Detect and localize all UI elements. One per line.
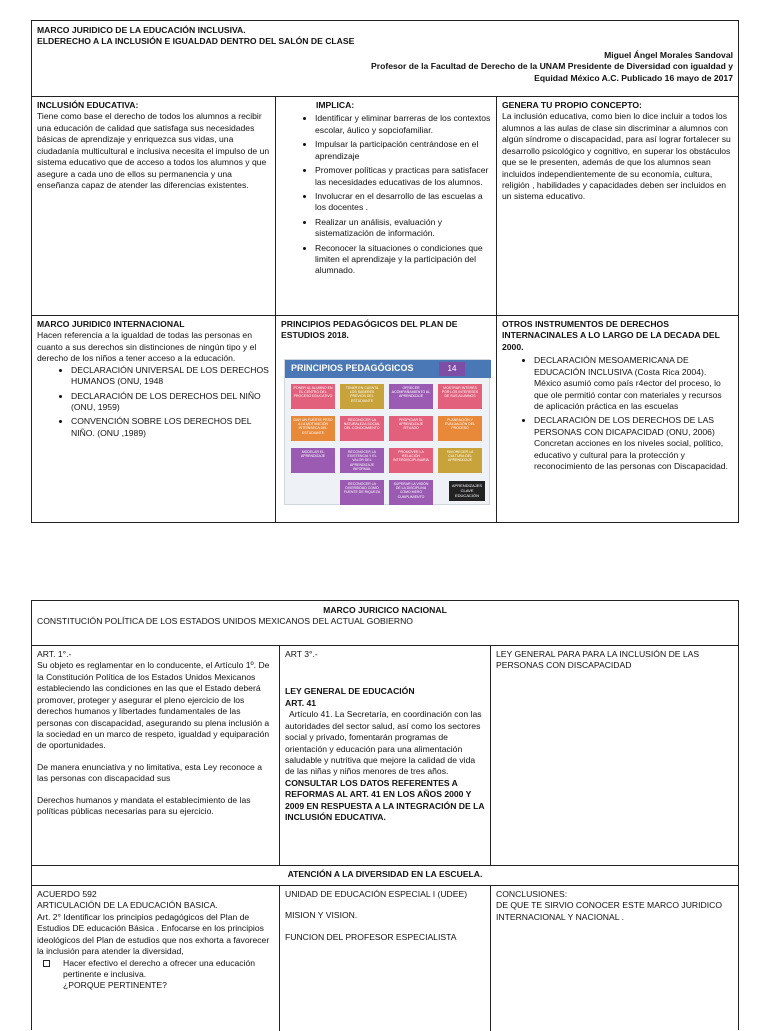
principios-pedagogicos-image bbox=[284, 359, 490, 505]
principle-box: FAVORECER LA CULTURA DEL APRENDIZAJE bbox=[438, 448, 482, 473]
list-item: • Realizar un análisis, evaluación y sistematización de información. bbox=[315, 217, 491, 240]
list-item: • DECLARACIÓN MESOAMERICANA DE EDUCACIÓN INCLUSIVA (Costa Rica 2004). México asumió como país r4ector del proceso, lo que ole permitió contar con materiales y recursos de aplicación práctica en las escuelas bbox=[534, 355, 733, 412]
cell-body: Su objeto es reglamentar en lo conducente, el Artículo 1º. De la Constitución Política de los Estados Unidos Mexicanos estableciendo las condiciones en las que el Estado deberá promover, proteger y asegurar el pleno ejercicio de los derechos humanos y libertades fundamentales de las personas con discapacidad, asegurando su plena inclusión a la sociedad en un marco de respeto, igualdad y equiparación de oportunidades. bbox=[37, 660, 270, 751]
marco-internacional-cell bbox=[32, 317, 275, 522]
cell-heading: LEY GENERAL PARA PARA LA INCLUSIÓN DE LAS PERSONAS CON DISCAPACIDAD bbox=[496, 649, 700, 671]
cell-body: De manera enunciativa y no limitativa, esta Ley reconoce a las personas con discapacidad sus bbox=[37, 761, 262, 784]
ley-general-cell bbox=[491, 647, 738, 865]
list-item: • Identificar y eliminar barreras de los contextos escolar, áulico y sopciofamiliar. bbox=[315, 113, 491, 136]
divider bbox=[490, 645, 491, 865]
principle-box: DAR UN FUERTE PESO A LA MOTIVACIÓN INTRÍNSECA DEL ESTUDIANTE bbox=[291, 416, 335, 441]
principle-box: PROMOVER LA RELACIÓN INTERDISCIPLINARIA bbox=[389, 448, 433, 473]
list-item bbox=[37, 958, 274, 981]
principle-box: TENER EN CUENTA LOS SABERES PREVIOS DEL ESTUDIANTE bbox=[340, 384, 384, 409]
author-name: Miguel Ángel Morales Sandoval bbox=[604, 49, 733, 60]
cell-heading: OTROS INSTRUMENTOS DE DERECHOS INTERNACINALES A LO LARGO DE LA DECADA DEL 2000. bbox=[502, 319, 720, 352]
divider bbox=[279, 885, 280, 1031]
cell-heading: UNIDAD DE EDUCACIÓN ESPECIAL I (UDEE) bbox=[285, 889, 468, 899]
principle-box: RECONOCER LA DIVERSIDAD COMO FUENTE DE RIQUEZA bbox=[340, 480, 384, 505]
cell-body: DE QUE TE SIRVIO CONOCER ESTE MARCO JURIDICO INTERNACIONAL Y NACIONAL . bbox=[496, 900, 723, 922]
checkbox-bullet-icon bbox=[43, 960, 50, 967]
propio-concepto-cell bbox=[497, 98, 738, 314]
section-subtitle: CONSTITUCIÓN POLÍTICA DE LOS ESTADOS UNIDOS MEXICANOS DEL ACTUAL GOBIERNO bbox=[37, 616, 413, 627]
inclusion-educativa-cell bbox=[32, 98, 275, 314]
image-number: 14 bbox=[439, 362, 465, 376]
list-item: • Involucrar en el desarrollo de las escuelas a los docentes . bbox=[315, 191, 491, 214]
cell-heading: ACUERDO 592 bbox=[37, 889, 97, 899]
instruments-list bbox=[502, 355, 733, 472]
list-item: • CONVENCIÓN SOBRE LOS DERECHOS DEL NIÑO. (ONU ,1989) bbox=[71, 416, 270, 439]
conclusiones-cell bbox=[491, 887, 738, 1031]
udee-cell bbox=[280, 887, 490, 1031]
national-framework-table bbox=[31, 600, 739, 1030]
divider bbox=[32, 645, 738, 646]
cell-heading: GENERA TU PROPIO CONCEPTO: bbox=[502, 100, 642, 110]
art3-cell bbox=[280, 647, 490, 865]
cell-heading: MARCO JURIDIC0 INTERNACIONAL bbox=[37, 319, 185, 329]
principle-box: RECONOCER LA EXISTENCIA Y EL VALOR DEL APRENDIZAJE INFORMAL bbox=[340, 448, 384, 473]
cell-body: Artículo 41. La Secretaría, en coordinación con las autoridades del sector salud, así como los sectores social y privado, fomentarán programas de orientación y educación para una alimentación saludable y nutritiva que mejore la calidad de vida de las niñas y niños menores de tres años. bbox=[285, 709, 482, 777]
divider bbox=[32, 315, 738, 316]
principle-box: SUPERAR LA VISIÓN DE LA DISCIPLINA COMO MERO CUMPLIMIENTO bbox=[389, 480, 433, 505]
law-title: LEY GENERAL DE EDUCACIÓN bbox=[285, 686, 415, 697]
principle-box: PONER AL ALUMNO EN EL CENTRO DEL PROCESO EDUCATIVO bbox=[291, 384, 335, 409]
cell-body: FUNCION DEL PROFESOR ESPECIALISTA bbox=[285, 931, 457, 942]
image-header bbox=[285, 360, 491, 378]
list-item-text: Hacer efectivo el derecho a ofrecer una educación pertinente e inclusiva. bbox=[63, 957, 256, 979]
divider bbox=[32, 885, 738, 886]
cell-body: Hacen referencia a la igualdad de todas las personas en cuanto a sus derechos sin distinciones de ningún tipo y el derecho de los niños a tener acceso a la educación. bbox=[37, 330, 257, 364]
list-item: • Promover políticas y practicas para satisfacer las necesidades educativas de los alumnos. bbox=[315, 165, 491, 188]
principle-box: OFRECER ACOMPAÑAMIENTO AL APRENDIZAJE bbox=[389, 384, 433, 409]
principle-box: PLANEACIÓN Y EVALUACIÓN DEL PROCESO bbox=[438, 416, 482, 441]
cell-heading: PRINCIPIOS PEDAGÓGICOS DEL PLAN DE ESTUDIOS 2018. bbox=[281, 319, 458, 341]
cell-body: La inclusión educativa, como bien lo dice incluir a todos los alumnos a las aulas de clase sin discriminar a alumnos con algún síndrome o discapacidad, para así lograr fortalecer su desarrollo psicológico y cognitivo, en superar los obstáculos que se le presenten, además de que los alumnos sean incluidos independientemente de su economía, cultura, religión , habilidades y capacidades deben ser incluidos en un sistema educativo. bbox=[502, 111, 731, 202]
cell-heading: ART. 1°.- bbox=[37, 649, 72, 659]
document-title: MARCO JURIDICO DE LA EDUCACIÓN INCLUSIVA. bbox=[37, 25, 246, 35]
divider bbox=[490, 885, 491, 1031]
cell-heading: INCLUSIÓN EDUCATIVA: bbox=[37, 100, 139, 110]
section-title: MARCO JURICICO NACIONAL bbox=[323, 605, 447, 615]
acuerdo-592-cell bbox=[32, 887, 279, 1031]
section-title: ATENCIÓN A LA DIVERSIDAD EN LA ESCUELA. bbox=[287, 869, 483, 879]
aprendizajes-clave-logo: APRENDIZAJES CLAVE EDUCACIÓN bbox=[449, 481, 485, 501]
divider bbox=[275, 96, 276, 522]
national-header bbox=[32, 603, 738, 645]
cell-body: Art. 2° Identificar los principios pedagógicos del Plan de Estudios DE educación Básica . Enfocarse en los principios ideológicos del Plan de estudios que nos exhorta a favorecer la inclusión para atender la diversidad, bbox=[37, 911, 270, 957]
cell-heading: CONCLUSIONES: bbox=[496, 889, 568, 899]
list-item: • DECLARACIÓN DE LOS DERECHOS DE LAS PERSONAS CON DICAPACIDAD (ONU, 2006) Concretan acciones en los niveles social, político, educativo y cultural para la protección y reconocimiento de las personas con Discapacidad. bbox=[534, 415, 733, 472]
document-header bbox=[32, 23, 738, 96]
task-text: CONSULTAR LOS DATOS REFERENTES A REFORMAS AL ART. 41 EN LOS AÑOS 2000 Y 2009 EN RESPUESTA A LA INTEGRACIÓN DE LA INCLUSIÓN EDUCATIVA. bbox=[285, 777, 485, 823]
divider bbox=[32, 96, 738, 97]
cell-body: Tiene como base el derecho de todos los alumnos a recibir una educación de calidad que satisfaga sus necesidades básicas de aprendizaje y enriquezca sus vidas, una ciudadanía multicultural e inclusiva necesita el impulso de un sistema educativo que de acceso a todos los alumnos y que asegure a cada uno de ellos su permanencia y una enseñanza capaz de atender las diferencias existentes. bbox=[37, 111, 270, 190]
list-item: • DECLARACIÓN DE LOS DERECHOS DEL NIÑO (ONU, 1959) bbox=[71, 391, 270, 414]
article-number: ART. 41 bbox=[285, 697, 317, 708]
declarations-list bbox=[37, 365, 270, 440]
divider bbox=[496, 96, 497, 522]
otros-instrumentos-cell bbox=[497, 317, 738, 522]
question-text: ¿PORQUE PERTINENTE? bbox=[63, 980, 167, 991]
international-framework-table bbox=[31, 20, 739, 523]
document-subtitle: ELDERECHO A LA INCLUSIÓN E IGUALDAD DENTRO DEL SALÓN DE CLASE bbox=[37, 36, 355, 47]
diversity-header bbox=[32, 867, 738, 885]
list-item: • Reconocer la situaciones o condiciones que limiten el aprendizaje y la participación del alumnado. bbox=[315, 243, 491, 277]
divider bbox=[279, 645, 280, 865]
divider bbox=[32, 865, 738, 866]
implica-cell bbox=[276, 98, 496, 314]
principle-box: MOSTRAR INTERÉS POR LOS INTERESES DE SUS ALUMNOS bbox=[438, 384, 482, 409]
image-title: PRINCIPIOS PEDAGÓGICOS bbox=[291, 363, 414, 373]
publication-info: Equidad México A.C. Publicado 16 mayo de 2017 bbox=[534, 72, 733, 83]
principios-pedagogicos-cell bbox=[276, 317, 496, 522]
cell-subheading: ARTICULACIÓN DE LA EDUCACIÓN BASICA. bbox=[37, 900, 218, 911]
list-item: • DECLARACIÓN UNIVERSAL DE LOS DERECHOS HUMANOS (ONU, 1948 bbox=[71, 365, 270, 388]
art1-cell bbox=[32, 647, 279, 865]
cell-heading: IMPLICA: bbox=[316, 100, 355, 110]
implica-list bbox=[281, 113, 491, 276]
principle-box: MODELAR EL APRENDIZAJE bbox=[291, 448, 335, 473]
cell-body: MISION Y VISION. bbox=[285, 910, 358, 921]
list-item: • Impulsar la participación centrándose en el aprendizaje bbox=[315, 139, 491, 162]
author-affiliation: Profesor de la Facultad de Derecho de la UNAM Presidente de Diversidad con igualdad y bbox=[371, 61, 733, 72]
cell-heading: ART 3°.- bbox=[285, 649, 318, 659]
principle-box: PROPICIAR EL APRENDIZAJE SITUADO bbox=[389, 416, 433, 441]
cell-body: Derechos humanos y mandata el establecimiento de las políticas públicas necesarias para su ejercicio. bbox=[37, 794, 251, 817]
principle-box: RECONOCER LA NATURALEZA SOCIAL DEL CONOCIMIENTO bbox=[340, 416, 384, 441]
